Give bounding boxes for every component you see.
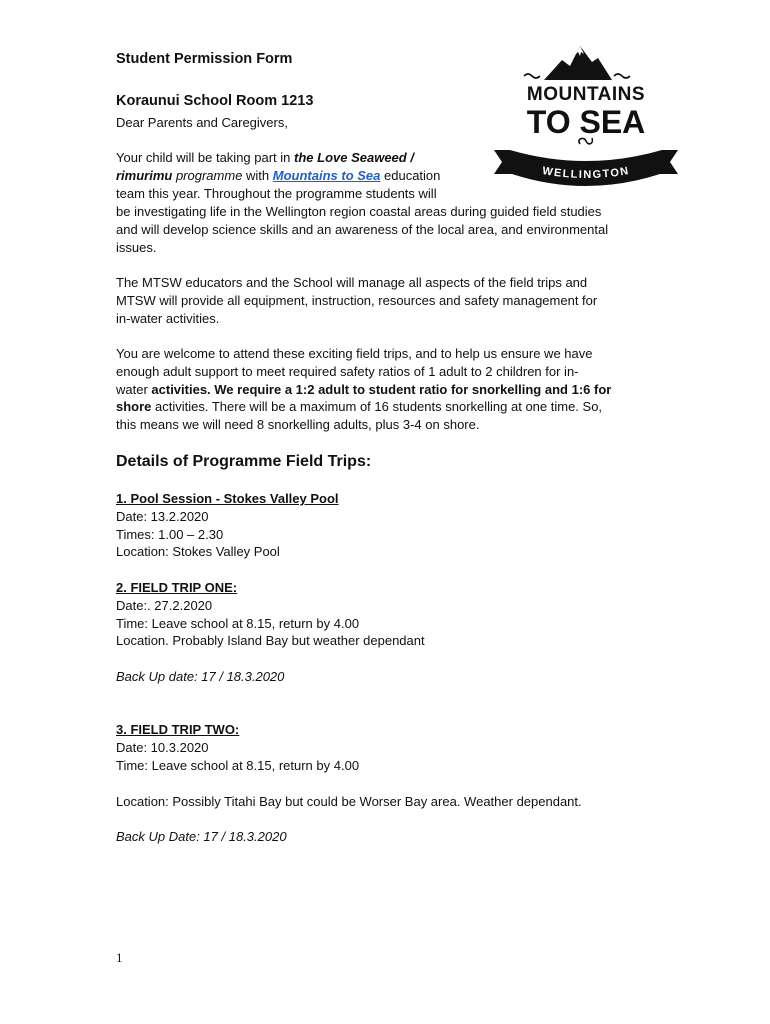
logo-text-to-sea: TO SEA (526, 104, 646, 140)
field-trip-two-date: Date: 10.3.2020 (116, 739, 209, 755)
paragraph-line: in-water activities. (116, 310, 220, 326)
wave-left-icon (524, 74, 540, 78)
field-trip-one-heading: 2. FIELD TRIP ONE: (116, 580, 238, 595)
pool-session-section (116, 490, 339, 561)
form-title: Student Permission Form (116, 51, 293, 67)
field-trip-one-time: Time: Leave school at 8.15, return by 4.00 (116, 615, 360, 631)
programme-name-maori: rimurimu (116, 167, 173, 183)
pool-session-date: Date: 13.2.2020 (116, 508, 209, 524)
logo-text-wellington: WELLINGTON (541, 164, 631, 182)
paragraph-line: You are welcome to attend these exciting field trips, and to help us ensure we have (116, 346, 593, 361)
paragraph-text: activities. There will be a maximum of 16 students snorkelling at one time. So, (151, 399, 603, 415)
ratio-requirement: activities. We require a 1:2 adult to student ratio for snorkelling and 1:6 for (151, 381, 612, 397)
mountains-to-sea-logo (492, 40, 678, 190)
ratio-paragraph (116, 345, 661, 434)
pool-session-times: Times: 1.00 – 2.30 (116, 526, 224, 542)
logo-text-mountains: MOUNTAINS (526, 84, 646, 105)
intro-line-6: issues. (116, 239, 157, 255)
field-trip-two-heading: 3. FIELD TRIP TWO: (116, 722, 240, 737)
intro-text: education (380, 167, 441, 183)
intro-paragraph-top (116, 149, 486, 202)
field-trip-two-location: Location: Possibly Titahi Bay but could be Worser Bay area. Weather dependant. (116, 794, 582, 809)
field-trip-one-location: Location. Probably Island Bay but weather dependant (116, 633, 425, 649)
room-heading: Koraunui School Room 1213 (116, 93, 314, 109)
ratio-requirement: shore (116, 399, 152, 415)
pool-session-heading: 1. Pool Session - Stokes Valley Pool (116, 491, 339, 506)
page-number: 1 (116, 950, 123, 965)
paragraph-line: enough adult support to meet required safety ratios of 1 adult to 2 children for in- (116, 363, 579, 379)
field-trip-one-backup: Back Up date: 17 / 18.3.2020 (116, 669, 285, 684)
field-trip-two-time: Time: Leave school at 8.15, return by 4.00 (116, 757, 360, 773)
intro-text: with (242, 167, 273, 183)
details-heading: Details of Programme Field Trips: (116, 453, 372, 470)
intro-text: programme (172, 167, 243, 183)
intro-text: Your child will be taking part in (116, 150, 295, 165)
paragraph-line (116, 381, 661, 399)
paragraph-line (116, 398, 661, 416)
intro-line-2 (116, 167, 486, 185)
intro-paragraph-bottom (116, 203, 661, 256)
paragraph-line: MTSW will provide all equipment, instruction, resources and safety management for (116, 292, 598, 308)
paragraph-line: this means we will need 8 snorkelling adults, plus 3-4 on shore. (116, 417, 480, 433)
pool-session-location: Location: Stokes Valley Pool (116, 544, 280, 560)
programme-name: the Love Seaweed / (294, 150, 414, 165)
field-trip-one-section (116, 579, 425, 650)
field-trip-two-backup: Back Up Date: 17 / 18.3.2020 (116, 829, 287, 844)
mountains-to-sea-link[interactable]: Mountains to Sea (272, 167, 381, 183)
management-paragraph (116, 274, 661, 327)
intro-line-4: be investigating life in the Wellington region coastal areas during guided field studies (116, 204, 602, 219)
wave-right-icon (614, 74, 630, 78)
greeting: Dear Parents and Caregivers, (116, 115, 288, 130)
field-trip-one-date: Date:. 27.2.2020 (116, 597, 213, 613)
paragraph-line: The MTSW educators and the School will manage all aspects of the field trips and (116, 275, 588, 290)
intro-line-3: team this year. Throughout the programme students will (116, 185, 437, 201)
field-trip-two-section (116, 721, 359, 774)
paragraph-text: water (116, 381, 152, 397)
intro-line-5: and will develop science skills and an awareness of the local area, and environmental (116, 221, 609, 237)
intro-line-1 (116, 149, 486, 167)
